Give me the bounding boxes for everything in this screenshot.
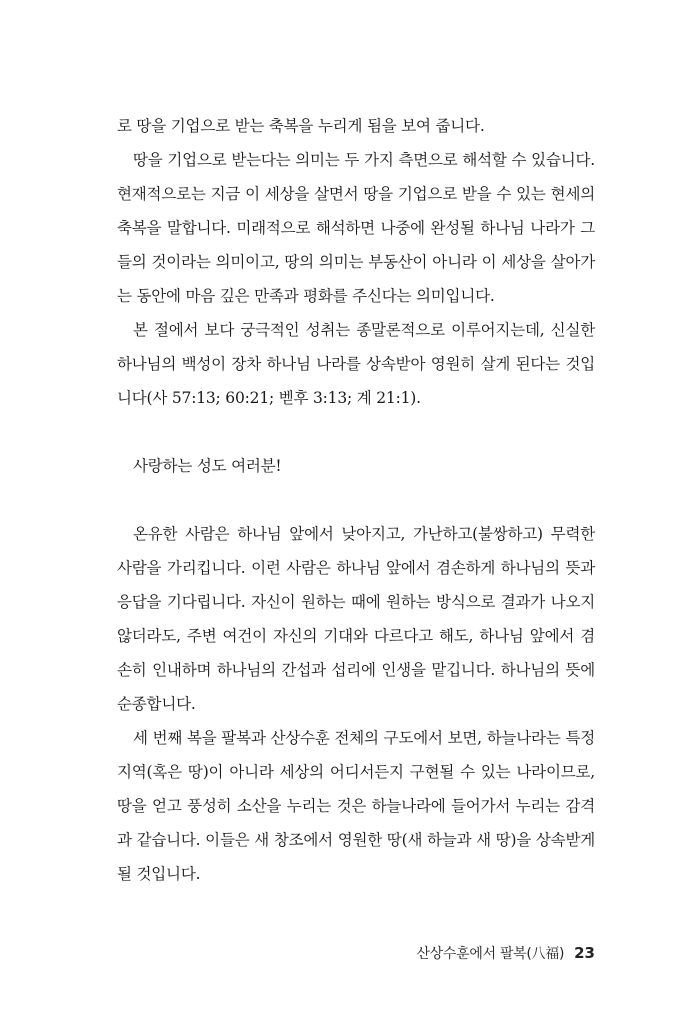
page-number: 23 <box>574 944 595 962</box>
paragraph-continuation: 로 땅을 기업으로 받는 축복을 누리게 됨을 보여 줍니다. <box>117 117 485 135</box>
page-footer <box>416 943 595 963</box>
body-text <box>117 109 595 891</box>
paragraph-spacer <box>117 415 595 449</box>
paragraph-spacer <box>117 483 595 517</box>
running-title: 산상수훈에서 팔복(八福) <box>416 946 565 962</box>
paragraph-third-blessing: 세 번째 복을 팔복과 산상수훈 전체의 구도에서 보면, 하늘나라는 특정 지역(혹은 땅)이 아니라 세상의 어디서든지 구현될 수 있는 나라이므로, 땅을 얻고 풍성히 소산을 누리는 것은 하늘나라에 들어가서 누리는 감격과 같습니다. 이들은 새 창조에서 영원한 땅(새 하늘과 새 땅)을 상속받게 될 것입니다. <box>117 729 595 883</box>
paragraph-address: 사랑하는 성도 여러분! <box>133 457 282 475</box>
paragraph-land-meaning: 땅을 기업으로 받는다는 의미는 두 가지 측면으로 해석할 수 있습니다. 현재적으로는 지금 이 세상을 살면서 땅을 기업으로 받을 수 있는 현세의 축복을 말합니다. 미래적으로 해석하면 나중에 완성될 하나님 나라가 그들의 것이라는 의미이고, 땅의 의미는 부동산이 아니라 이 세상을 살아가는 동안에 마음 깊은 만족과 평화를 주신다는 의미입니다. <box>117 151 595 305</box>
paragraph-meek: 온유한 사람은 하나님 앞에서 낮아지고, 가난하고(불쌍하고) 무력한 사람을 가리킵니다. 이런 사람은 하나님 앞에서 겸손하게 하나님의 뜻과 응답을 기다립니다. 자신이 원하는 때에 원하는 방식으로 결과가 나오지 않더라도, 주변 여건이 자신의 기대와 다르다고 해도, 하나님 앞에서 겸손히 인내하며 하나님의 간섭과 섭리에 인생을 맡깁니다. 하나님의 뜻에 순종합니다. <box>117 525 595 713</box>
paragraph-eschatological: 본 절에서 보다 궁극적인 성취는 종말론적으로 이루어지는데, 신실한 하나님의 백성이 장차 하나님 나라를 상속받아 영원히 살게 된다는 것입니다(사 57:13; 60:21; 벧후 3:13; 계 21:1). <box>117 321 595 407</box>
